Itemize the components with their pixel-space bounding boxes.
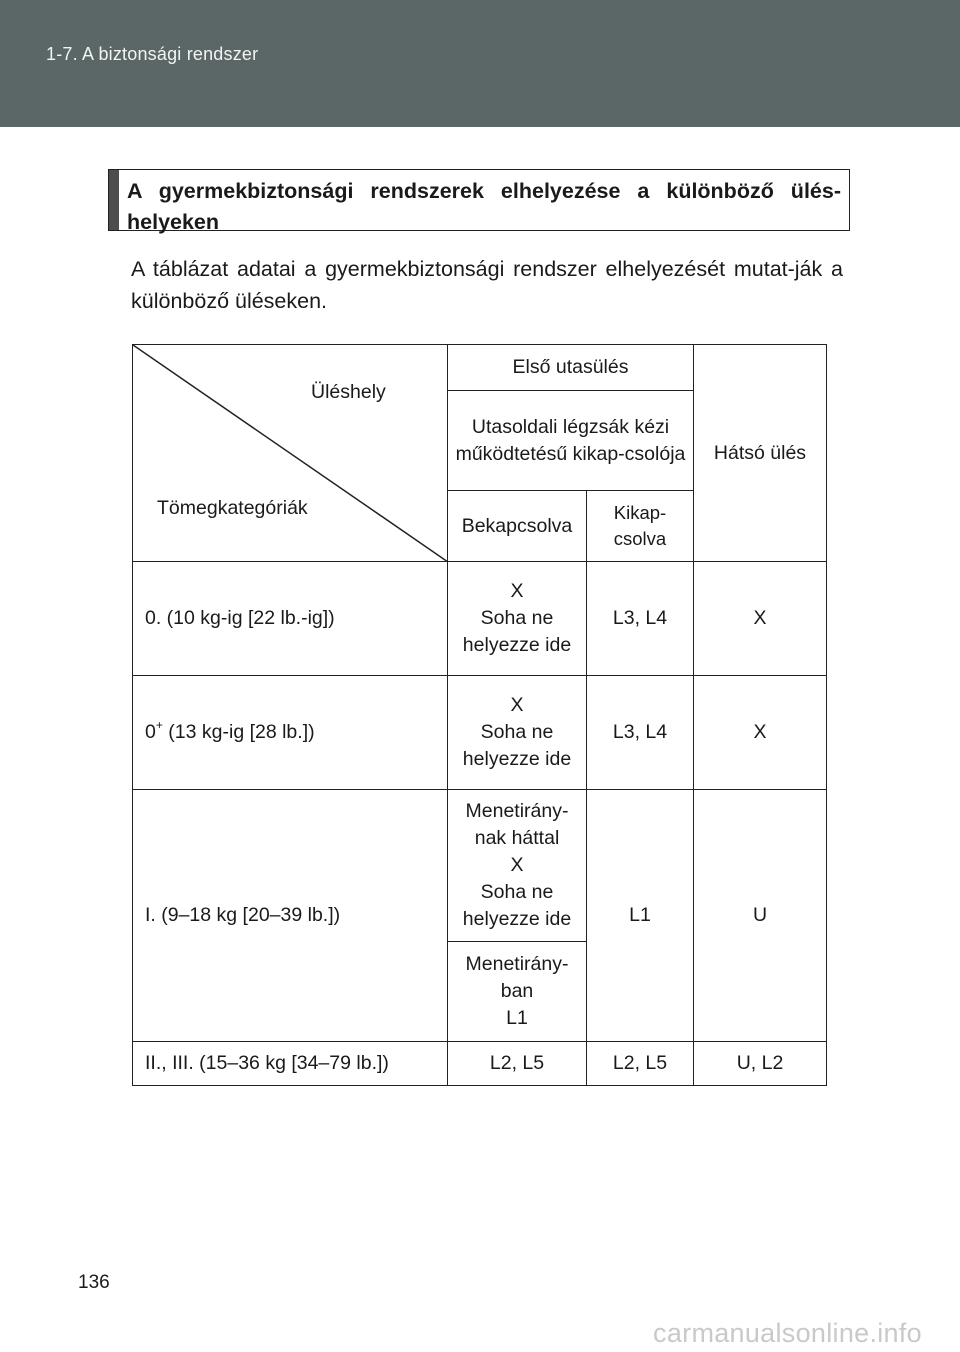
switched-off-cell: L3, L4 <box>587 676 694 790</box>
forward-facing-value: L1 <box>506 1007 528 1029</box>
section-title: A gyermekbiztonsági rendszerek elhelyezése a különböző ülés-helyeken <box>127 179 841 234</box>
switched-on-header: Bekapcsolva <box>448 491 587 562</box>
rear-seat-cell: U <box>694 790 827 1042</box>
note-text: Soha ne helyezze ide <box>462 721 572 770</box>
rear-seat-cell: X <box>694 562 827 676</box>
intro-paragraph: A táblázat adatai a gyermekbiztonsági rendszer elhelyezését mutat-ják a különböző üléseken. <box>131 257 843 313</box>
table-corner-cell <box>133 345 448 562</box>
switched-off-cell: L2, L5 <box>587 1042 694 1086</box>
mark-x: X <box>510 580 524 602</box>
title-accent-bar <box>109 170 119 230</box>
rear-seat-header: Hátsó ülés <box>694 345 827 562</box>
superscript-plus: + <box>155 717 163 732</box>
mass-group-cell: 0+ (13 kg-ig [28 lb.]) <box>133 676 448 790</box>
switched-on-cell <box>448 676 587 790</box>
note-text: Soha ne helyezze ide <box>462 881 572 930</box>
switched-off-cell: L3, L4 <box>587 562 694 676</box>
rear-seat-cell: X <box>694 676 827 790</box>
section-label: 1-7. A biztonsági rendszer <box>46 44 259 64</box>
rear-facing-label: Menetirány-nak háttal <box>465 800 569 849</box>
table-row <box>133 1042 827 1086</box>
watermark: carmanualsonline.info <box>653 1318 922 1348</box>
switched-on-forward-cell <box>448 942 587 1042</box>
header-band <box>0 0 960 127</box>
placement-table <box>132 344 827 1086</box>
table-row <box>133 790 827 942</box>
note-text: Soha ne helyezze ide <box>462 607 572 656</box>
front-seat-header: Első utasülés <box>448 345 694 391</box>
mass-group-label: Tömegkategóriák <box>157 497 308 519</box>
section-title-box <box>108 169 850 234</box>
mass-group-cell: II., III. (15–36 kg [34–79 lb.]) <box>133 1042 448 1086</box>
switched-off-header: Kikap-csolva <box>587 491 694 562</box>
switched-on-cell <box>448 562 587 676</box>
seat-position-label: Üléshely <box>311 381 386 403</box>
corner-diagonal <box>133 345 448 562</box>
switched-on-rear-facing-cell <box>448 790 587 942</box>
table-row <box>133 562 827 676</box>
mass-group-cell: 0. (10 kg-ig [22 lb.-ig]) <box>133 562 448 676</box>
switched-off-cell: L1 <box>587 790 694 1042</box>
mark-x: X <box>510 694 524 716</box>
mark-x: X <box>510 854 524 876</box>
switched-on-cell: L2, L5 <box>448 1042 587 1086</box>
page-number: 136 <box>78 1272 110 1293</box>
forward-facing-label: Menetirány-ban <box>465 953 569 1002</box>
mass-group-cell: I. (9–18 kg [20–39 lb.]) <box>133 790 448 1042</box>
rear-seat-cell: U, L2 <box>694 1042 827 1086</box>
airbag-switch-header: Utasoldali légzsák kézi működtetésű kikap-csolója <box>448 391 694 491</box>
table-row <box>133 676 827 790</box>
